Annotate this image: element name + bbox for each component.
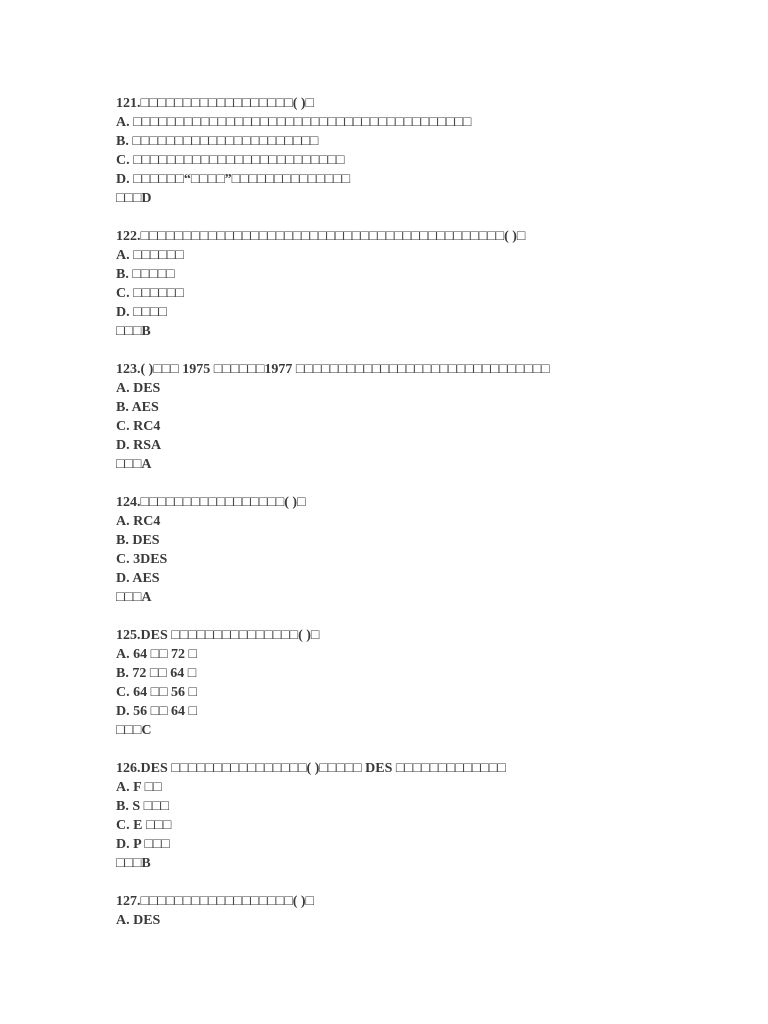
option-a: A. RC4 [116,514,161,529]
answer-line: □□□D [116,191,152,206]
question-stem: 125.DES □□□□□□□□□□□□□□□( )□ [116,628,320,643]
question-stem: 122.□□□□□□□□□□□□□□□□□□□□□□□□□□□□□□□□□□□□□□□□□□□( )□ [116,229,526,244]
option-a: A. □□□□□□ [116,248,184,263]
answer-line: □□□B [116,856,151,871]
option-a: A. F □□ [116,780,162,795]
document-page [116,94,736,949]
question-122 [116,227,736,341]
option-b: B. S □□□ [116,799,169,814]
question-stem: 123.( )□□□ 1975 □□□□□□1977 □□□□□□□□□□□□□□□□□□□□□□□□□□□□□□ [116,362,550,377]
option-c: C. □□□□□□□□□□□□□□□□□□□□□□□□□ [116,153,345,168]
option-b: B. 72 □□ 64 □ [116,666,197,681]
question-stem: 127.□□□□□□□□□□□□□□□□□□( )□ [116,894,314,909]
option-b: B. AES [116,400,159,415]
question-123 [116,360,736,474]
option-a: A. □□□□□□□□□□□□□□□□□□□□□□□□□□□□□□□□□□□□□□□□ [116,115,472,130]
question-121 [116,94,736,208]
option-a: A. 64 □□ 72 □ [116,647,197,662]
option-d: D. RSA [116,438,162,453]
option-b: B. □□□□□ [116,267,175,282]
option-c: C. □□□□□□ [116,286,184,301]
option-b: B. □□□□□□□□□□□□□□□□□□□□□□ [116,134,319,149]
option-d: D. □□□□□□“□□□□”□□□□□□□□□□□□□□ [116,172,351,187]
answer-line: □□□A [116,457,152,472]
answer-line: □□□C [116,723,152,738]
question-125 [116,626,736,740]
option-d: D. AES [116,571,160,586]
option-c: C. RC4 [116,419,161,434]
option-d: D. □□□□ [116,305,167,320]
option-a: A. DES [116,381,161,396]
question-stem: 126.DES □□□□□□□□□□□□□□□□( )□□□□□ DES □□□□□□□□□□□□□ [116,761,506,776]
question-stem: 121.□□□□□□□□□□□□□□□□□□( )□ [116,96,314,111]
answer-line: □□□B [116,324,151,339]
question-126 [116,759,736,873]
question-127 [116,892,736,930]
option-c: C. E □□□ [116,818,172,833]
question-124 [116,493,736,607]
option-b: B. DES [116,533,160,548]
option-c: C. 64 □□ 56 □ [116,685,197,700]
question-stem: 124.□□□□□□□□□□□□□□□□□( )□ [116,495,306,510]
option-c: C. 3DES [116,552,168,567]
option-d: D. 56 □□ 64 □ [116,704,197,719]
option-a: A. DES [116,913,161,928]
option-d: D. P □□□ [116,837,170,852]
answer-line: □□□A [116,590,152,605]
